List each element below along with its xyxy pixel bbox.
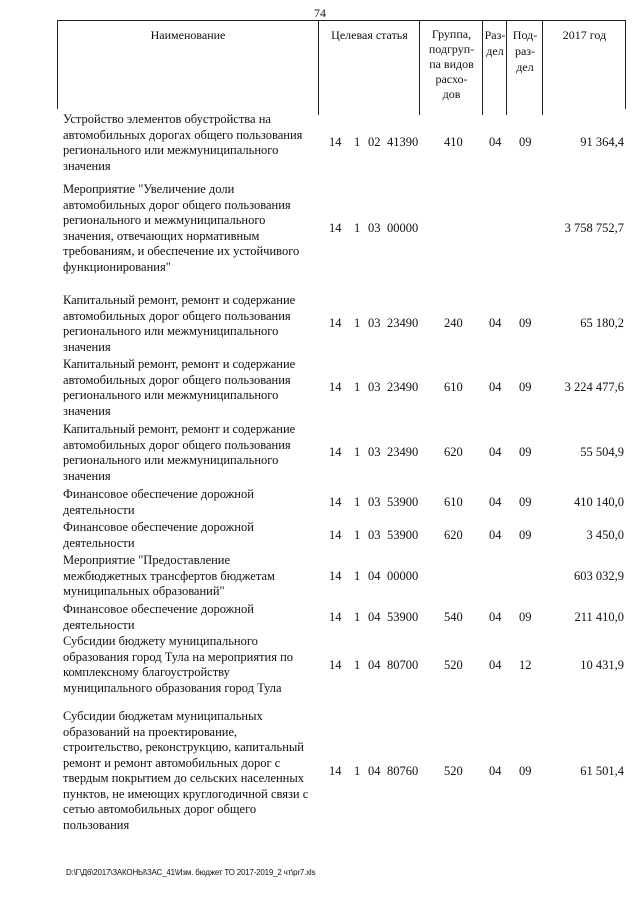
article-part-1: 14 xyxy=(329,528,342,542)
section-code: 04 xyxy=(489,380,502,394)
article-part-4: 80700 xyxy=(387,658,419,672)
table-row xyxy=(57,602,624,633)
table-header xyxy=(57,20,626,109)
article-part-3: 03 xyxy=(368,528,381,542)
article-part-1: 14 xyxy=(329,569,342,583)
group-code: 410 xyxy=(444,135,463,149)
page-number: 74 xyxy=(314,6,326,20)
row-name: Финансовое обеспечение дорожной деятельности xyxy=(63,520,254,550)
article-part-2: 1 xyxy=(354,528,361,542)
subsection-code: 09 xyxy=(519,316,532,330)
table-row xyxy=(57,182,624,276)
article-part-4: 23490 xyxy=(387,445,419,459)
amount: 603 032,9 xyxy=(574,569,624,583)
article-part-4: 53900 xyxy=(387,495,419,509)
section-code: 04 xyxy=(489,316,502,330)
article-part-1: 14 xyxy=(329,495,342,509)
table-row xyxy=(57,422,624,484)
group-code: 610 xyxy=(444,380,463,394)
table-row xyxy=(57,634,624,697)
article-part-4: 23490 xyxy=(387,316,419,330)
row-name: Капитальный ремонт, ремонт и содержание автомобильных дорог общего пользования регионального или межмуниципального значения xyxy=(63,293,296,354)
group-code: 620 xyxy=(444,528,463,542)
table-row xyxy=(57,709,624,834)
row-name: Капитальный ремонт, ремонт и содержание автомобильных дорог общего пользования регионального или межмуниципального значения xyxy=(63,422,296,483)
subsection-code: 09 xyxy=(519,380,532,394)
table-row xyxy=(57,293,624,355)
table-row xyxy=(57,553,624,600)
article-part-2: 1 xyxy=(354,135,361,149)
article-part-4: 53900 xyxy=(387,610,419,624)
subsection-code: 09 xyxy=(519,764,532,778)
header-group: Группа, подгруп- па видов расхо- дов xyxy=(419,21,483,115)
file-path-footer: D:\Г\Д6\2017\ЗАКОНЫ\ЗАС_41\Изм. бюджет ТО 2017-2019_2 чт\pr7.xls xyxy=(66,868,316,877)
group-code: 240 xyxy=(444,316,463,330)
table-row xyxy=(57,487,624,518)
amount: 10 431,9 xyxy=(580,658,624,672)
section-code: 04 xyxy=(489,764,502,778)
amount: 3 224 477,6 xyxy=(564,380,624,394)
amount: 410 140,0 xyxy=(574,495,624,509)
article-part-4: 80760 xyxy=(387,764,419,778)
row-name: Субсидии бюджету муниципального образования город Тула на мероприятия по комплексному благоустройству муниципального образования город Тула xyxy=(63,634,294,695)
section-code: 04 xyxy=(489,658,502,672)
section-code: 04 xyxy=(489,495,502,509)
article-part-2: 1 xyxy=(354,316,361,330)
article-part-4: 41390 xyxy=(387,135,419,149)
article-part-3: 04 xyxy=(368,569,381,583)
article-part-1: 14 xyxy=(329,610,342,624)
header-section: Раз- дел xyxy=(482,21,507,115)
section-code: 04 xyxy=(489,445,502,459)
table-row xyxy=(57,520,624,551)
article-part-1: 14 xyxy=(329,316,342,330)
row-name: Мероприятие "Увеличение доли автомобильных дорог общего пользования регионального и межмуниципального значения, отвечающих нормативным требованиям, и обеспечение их устойчивого функционирования" xyxy=(63,182,300,274)
subsection-code: 09 xyxy=(519,610,532,624)
article-part-2: 1 xyxy=(354,569,361,583)
group-code: 540 xyxy=(444,610,463,624)
header-subsection: Под- раз- дел xyxy=(506,21,543,115)
group-code: 610 xyxy=(444,495,463,509)
amount: 55 504,9 xyxy=(580,445,624,459)
amount: 3 758 752,7 xyxy=(564,221,624,235)
article-part-3: 03 xyxy=(368,316,381,330)
section-code: 04 xyxy=(489,135,502,149)
article-part-4: 53900 xyxy=(387,528,419,542)
row-name: Финансовое обеспечение дорожной деятельности xyxy=(63,602,254,632)
header-name: Наименование xyxy=(150,28,226,42)
article-part-3: 03 xyxy=(368,445,381,459)
subsection-code: 09 xyxy=(519,495,532,509)
article-part-1: 14 xyxy=(329,658,342,672)
subsection-code: 09 xyxy=(519,528,532,542)
row-name: Субсидии бюджетам муниципальных образований на проектирование, строительство, реконструкцию, капитальный ремонт и ремонт автомобильных дорог с твердым покрытием до сельских населенных пунктов, не имеющих круглогодичной связи с сетью автомобильных дорог общего пользования xyxy=(63,709,309,832)
article-part-3: 04 xyxy=(368,764,381,778)
article-part-3: 03 xyxy=(368,380,381,394)
article-part-3: 02 xyxy=(368,135,381,149)
amount: 211 410,0 xyxy=(574,610,624,624)
amount: 65 180,2 xyxy=(580,316,624,330)
article-part-3: 03 xyxy=(368,495,381,509)
article-part-1: 14 xyxy=(329,380,342,394)
article-part-1: 14 xyxy=(329,764,342,778)
row-name: Капитальный ремонт, ремонт и содержание автомобильных дорог общего пользования регионального или межмуниципального значения xyxy=(63,357,296,418)
subsection-code: 09 xyxy=(519,445,532,459)
header-article: Целевая статья xyxy=(318,21,420,115)
article-part-4: 00000 xyxy=(387,569,419,583)
subsection-code: 09 xyxy=(519,135,532,149)
table-row xyxy=(57,357,624,419)
row-name: Финансовое обеспечение дорожной деятельности xyxy=(63,487,254,517)
article-part-1: 14 xyxy=(329,445,342,459)
article-part-3: 04 xyxy=(368,658,381,672)
subsection-code: 12 xyxy=(519,658,532,672)
article-part-3: 04 xyxy=(368,610,381,624)
group-code: 520 xyxy=(444,658,463,672)
amount: 3 450,0 xyxy=(586,528,624,542)
article-part-2: 1 xyxy=(354,221,361,235)
row-name: Устройство элементов обустройства на автомобильных дорогах общего пользования регионального или межмуниципального значения xyxy=(63,112,303,173)
article-part-2: 1 xyxy=(354,610,361,624)
article-part-1: 14 xyxy=(329,221,342,235)
article-part-2: 1 xyxy=(354,380,361,394)
article-part-2: 1 xyxy=(354,495,361,509)
article-part-4: 23490 xyxy=(387,380,419,394)
table-row xyxy=(57,112,624,174)
article-part-2: 1 xyxy=(354,445,361,459)
section-code: 04 xyxy=(489,610,502,624)
article-part-2: 1 xyxy=(354,764,361,778)
group-code: 620 xyxy=(444,445,463,459)
amount: 91 364,4 xyxy=(580,135,624,149)
header-year: 2017 год xyxy=(542,21,626,115)
article-part-3: 03 xyxy=(368,221,381,235)
amount: 61 501,4 xyxy=(580,764,624,778)
article-part-1: 14 xyxy=(329,135,342,149)
article-part-2: 1 xyxy=(354,658,361,672)
article-part-4: 00000 xyxy=(387,221,419,235)
row-name: Мероприятие "Предоставление межбюджетных трансфертов бюджетам муниципальных образований" xyxy=(63,553,275,598)
group-code: 520 xyxy=(444,764,463,778)
section-code: 04 xyxy=(489,528,502,542)
